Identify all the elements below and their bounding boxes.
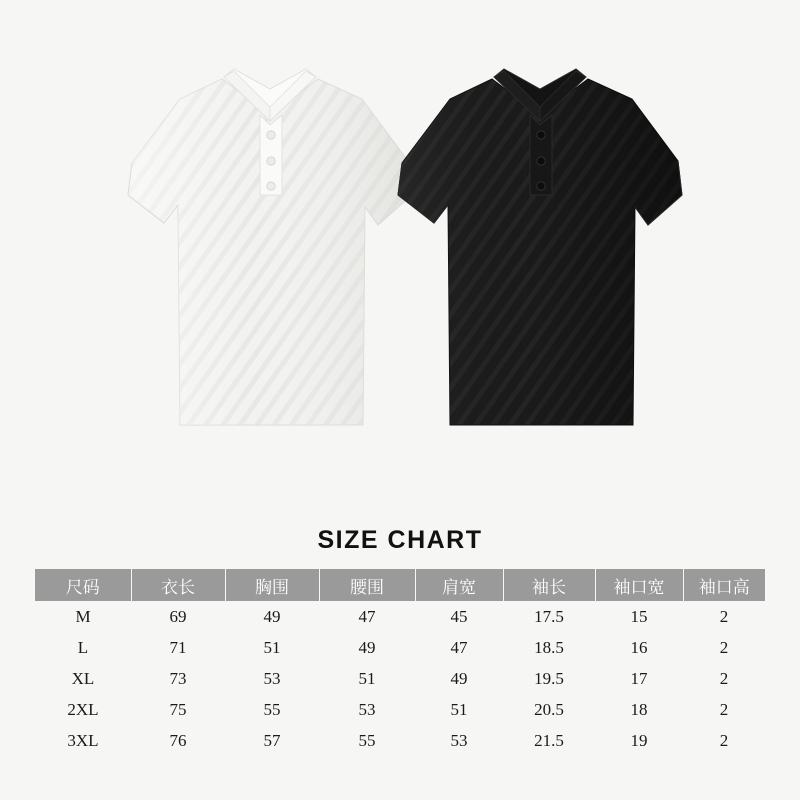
cell-waist: 55 [358,730,376,750]
cell-cuff-width: 17 [630,668,648,688]
cell-length: 75 [169,699,187,719]
table-header-row [35,569,765,601]
cell-sleeve-length: 17.5 [534,606,564,626]
cell-cuff-height: 2 [719,606,729,626]
table-row [35,663,765,694]
table-row [35,694,765,725]
cell-shoulder: 47 [450,637,468,657]
cell-waist: 51 [358,668,376,688]
cell-shoulder: 53 [450,730,468,750]
column-header-sleeve-length: 袖长 [503,569,595,601]
table-row [35,632,765,663]
table-row [35,601,765,632]
cell-sleeve-length: 18.5 [534,637,564,657]
cell-cuff-height: 2 [719,699,729,719]
cell-cuff-height: 2 [719,637,729,657]
cell-cuff-width: 18 [630,699,648,719]
cell-waist: 47 [358,606,376,626]
cell-sleeve-length: 21.5 [534,730,564,750]
cell-waist: 53 [358,699,376,719]
cell-shoulder: 51 [450,699,468,719]
cell-bust: 51 [263,637,281,657]
cell-bust: 57 [263,730,281,750]
column-header-cuff-height: 袖口高 [683,569,765,601]
cell-cuff-width: 16 [630,637,648,657]
cell-shoulder: 49 [450,668,468,688]
black-polo-shirt [390,55,690,430]
size-chart-table [35,569,765,756]
cell-cuff-height: 2 [719,730,729,750]
column-header-length: 衣长 [131,569,225,601]
table-row [35,725,765,756]
cell-bust: 53 [263,668,281,688]
cell-sleeve-length: 19.5 [534,668,564,688]
column-header-cuff-width: 袖口宽 [595,569,683,601]
cell-length: 76 [169,730,187,750]
cell-size: L [77,637,89,657]
cell-length: 69 [169,606,187,626]
cell-sleeve-length: 20.5 [534,699,564,719]
cell-cuff-height: 2 [719,668,729,688]
cell-length: 73 [169,668,187,688]
column-header-waist: 腰围 [319,569,415,601]
cell-size: M [75,606,91,626]
cell-cuff-width: 15 [630,606,648,626]
column-header-size: 尺码 [35,569,131,601]
size-chart-title: SIZE CHART [317,526,483,554]
cell-size: 3XL [67,730,99,750]
cell-size: XL [71,668,95,688]
cell-size: 2XL [67,699,99,719]
cell-cuff-width: 19 [630,730,648,750]
cell-shoulder: 45 [450,606,468,626]
cell-bust: 49 [263,606,281,626]
cell-bust: 55 [263,699,281,719]
column-header-shoulder: 肩宽 [415,569,503,601]
white-polo-shirt [120,55,420,430]
size-chart-section [0,500,800,756]
cell-waist: 49 [358,637,376,657]
column-header-bust: 胸围 [225,569,319,601]
cell-length: 71 [169,637,187,657]
